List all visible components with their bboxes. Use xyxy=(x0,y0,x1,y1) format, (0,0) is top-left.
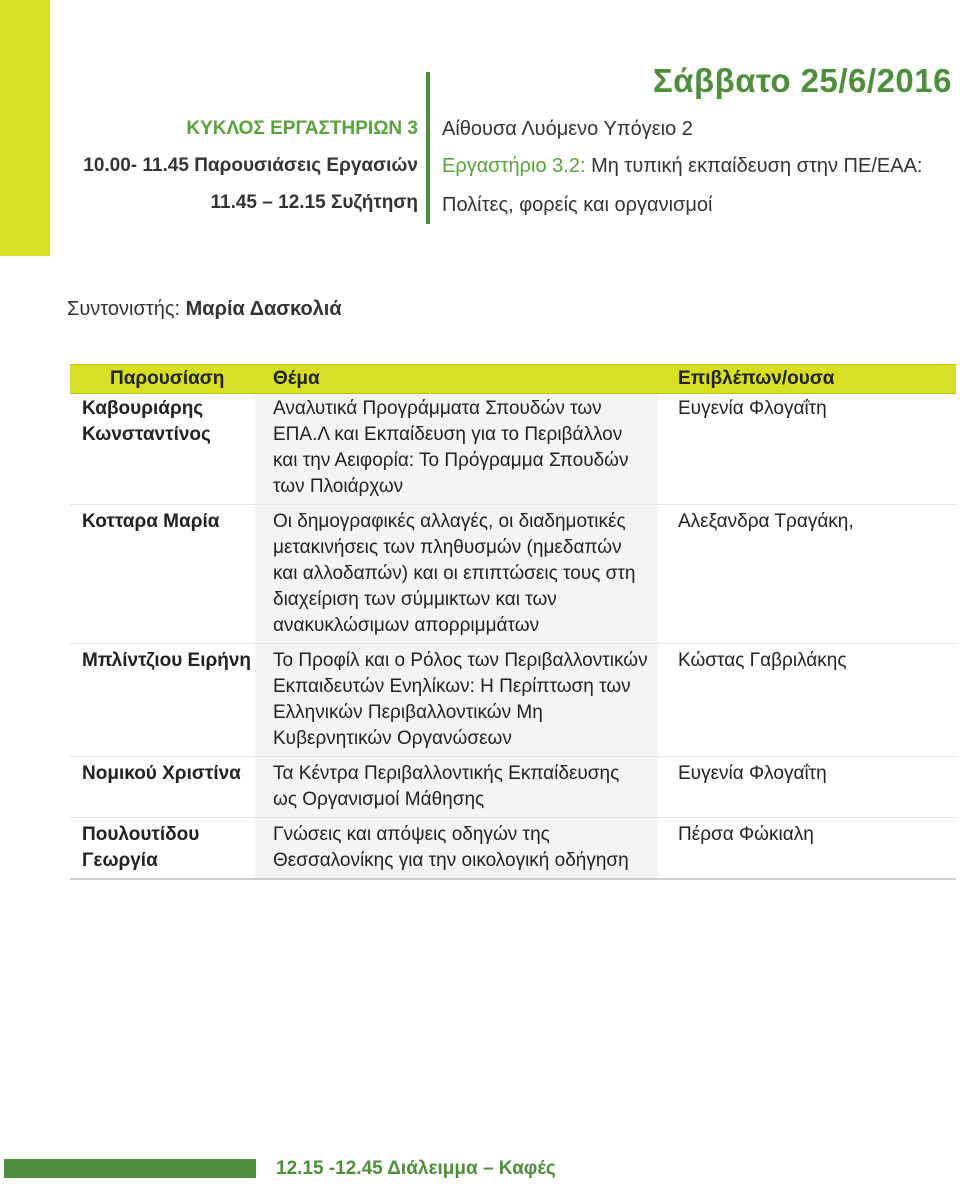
table-row xyxy=(70,505,956,644)
moderator-label: Συντονιστής: xyxy=(67,298,181,320)
workshop-label: Εργαστήριο 3.2: xyxy=(442,155,586,177)
topic-text: Το Προφίλ και ο Ρόλος των Περιβαλλοντικών Εκπαιδευτών Ενηλίκων: Η Περίπτωση των Ελληνικών Περιβαλλοντικών Μη Κυβερνητικών Οργανώσεων xyxy=(255,644,658,757)
topic-text: Οι δημογραφικές αλλαγές, οι διαδημοτικές μετακινήσεις των πληθυσμών (ημεδαπών και αλλοδαπών) και οι επιπτώσεις τους στη διαχείριση των σύμμικτων και των ανακυκλώσιμων απορριμμάτων xyxy=(255,505,658,644)
presenter-name: Πουλουτίδου Γεωργία xyxy=(70,818,255,880)
table-row xyxy=(70,757,956,818)
workshop-title-text: Μη τυπική εκπαίδευση στην ΠΕ/ΕΑΑ: xyxy=(585,155,923,177)
supervisor-name: Πέρσα Φώκιαλη xyxy=(658,818,956,880)
presenter-name: Καβουριάρης Κωνσταντίνος xyxy=(70,394,255,505)
presenter-name: Νομικού Χριστίνα xyxy=(70,757,255,818)
supervisor-name: Ευγενία Φλογαΐτη xyxy=(658,757,956,818)
table-header-row xyxy=(70,365,956,394)
workshop-title-line2: Πολίτες, φορείς και οργανισμοί xyxy=(442,194,713,216)
workshop-cycle-title: ΚΥΚΛΟΣ ΕΡΓΑΣΤΗΡΙΩΝ 3 xyxy=(186,118,418,139)
discussion-time: 11.45 – 12.15 Συζήτηση xyxy=(210,192,418,213)
coffee-break: 12.15 -12.45 Διάλειμμα – Καφές xyxy=(276,1158,556,1179)
bottom-accent-bar xyxy=(4,1159,256,1178)
header-divider xyxy=(426,72,430,224)
moderator-name: Μαρία Δασκολιά xyxy=(185,298,342,320)
schedule-table xyxy=(70,364,956,880)
header-topic: Θέμα xyxy=(255,365,658,394)
table-row xyxy=(70,818,956,880)
topic-text: Τα Κέντρα Περιβαλλοντικής Εκπαίδευσης ως Οργανισμοί Μάθησης xyxy=(255,757,658,818)
header-presentation: Παρουσίαση xyxy=(70,365,255,394)
topic-text: Αναλυτικά Προγράμματα Σπουδών των ΕΠΑ.Λ και Εκπαίδευση για το Περιβάλλον και την Αειφορία: Το Πρόγραμμα Σπουδών των Πλοιάρχων xyxy=(255,394,658,505)
room-name: Αίθουσα Λυόμενο Υπόγειο 2 xyxy=(442,118,693,140)
left-accent-bar xyxy=(0,0,50,256)
presentations-time: 10.00- 11.45 Παρουσιάσεις Εργασιών xyxy=(83,155,418,176)
session-date: Σάββατο 25/6/2016 xyxy=(652,62,952,99)
header-supervisor: Επιβλέπων/ουσα xyxy=(658,365,956,394)
topic-text: Γνώσεις και απόψεις οδηγών της Θεσσαλονίκης για την οικολογική οδήγηση xyxy=(255,818,658,880)
workshop-title-line1 xyxy=(442,155,922,178)
moderator xyxy=(67,298,342,321)
presenter-name: Κοτταρα Μαρία xyxy=(70,505,255,644)
table-row xyxy=(70,644,956,757)
table-row xyxy=(70,394,956,505)
supervisor-name: Κώστας Γαβριλάκης xyxy=(658,644,956,757)
supervisor-name: Αλεξανδρα Τραγάκη, xyxy=(658,505,956,644)
supervisor-name: Ευγενία Φλογαΐτη xyxy=(658,394,956,505)
presenter-name: Μπλίντζιου Ειρήνη xyxy=(70,644,255,757)
